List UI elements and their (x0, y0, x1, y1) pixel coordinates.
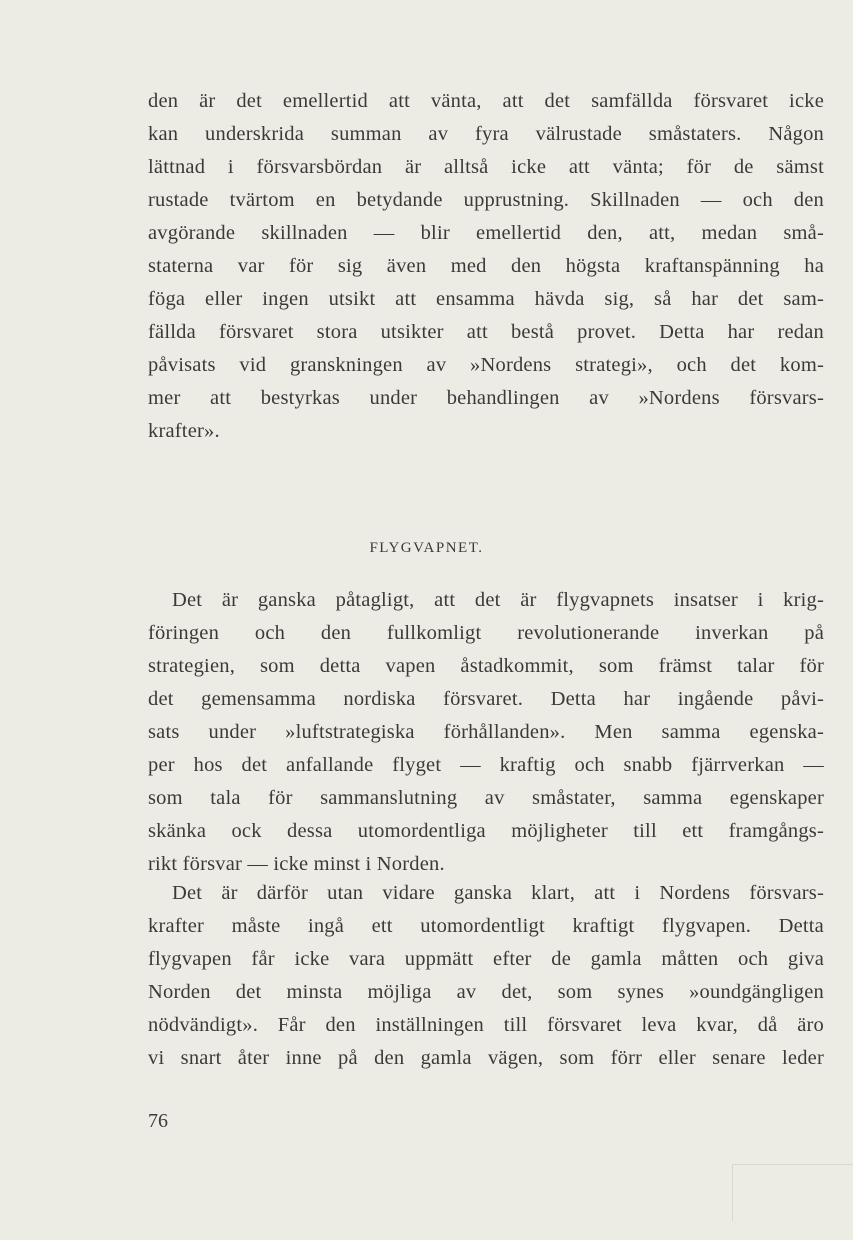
text-line: nödvändigt». Får den inställningen till försvaret leva kvar, då äro (148, 1014, 824, 1036)
page-number: 76 (148, 1110, 168, 1132)
text-line: staterna var för sig även med den högsta kraftanspänning ha (148, 255, 824, 277)
text-line: det gemensamma nordiska försvaret. Detta har ingående påvi- (148, 688, 824, 710)
text-line: vi snart åter inne på den gamla vägen, som förr eller senare leder (148, 1047, 824, 1069)
text-line: föga eller ingen utsikt att ensamma hävda sig, så har det sam- (148, 288, 824, 310)
text-line: Norden det minsta möjliga av det, som synes »oundgängligen (148, 981, 824, 1003)
text-line: mer att bestyrkas under behandlingen av »Nordens försvars- (148, 387, 824, 409)
text-line: krafter måste ingå ett utomordentligt kraftigt flygvapen. Detta (148, 915, 824, 937)
text-line: påvisats vid granskningen av »Nordens strategi», och det kom- (148, 354, 824, 376)
text-line: avgörande skillnaden — blir emellertid den, att, medan små- (148, 222, 824, 244)
text-line: Det är ganska påtagligt, att det är flygvapnets insatser i krig- (172, 589, 824, 611)
text-line: Det är därför utan vidare ganska klart, att i Nordens försvars- (172, 882, 824, 904)
text-line: lättnad i försvarsbördan är alltså icke att vänta; för de sämst (148, 156, 824, 178)
text-line: krafter». (148, 420, 220, 442)
text-line: rustade tvärtom en betydande upprustning. Skillnaden — och den (148, 189, 824, 211)
text-line: fällda försvaret stora utsikter att bestå provet. Detta har redan (148, 321, 824, 343)
text-line: föringen och den fullkomligt revolutionerande inverkan på (148, 622, 824, 644)
text-line: rikt försvar — icke minst i Norden. (148, 853, 445, 875)
paragraph-1 (148, 85, 824, 448)
text-line: sats under »luftstrategiska förhållanden». Men samma egenska- (148, 721, 824, 743)
text-line: kan underskrida summan av fyra välrustade småstaters. Någon (148, 123, 824, 145)
paragraph-2 (148, 584, 824, 881)
section-heading: FLYGVAPNET. (369, 540, 484, 556)
text-line: som tala för sammanslutning av småstater, samma egenskaper (148, 787, 824, 809)
paragraph-3 (148, 877, 824, 1075)
text-line: flygvapen får icke vara uppmätt efter de gamla måtten och giva (148, 948, 824, 970)
text-line: per hos det anfallande flyget — kraftig och snabb fjärrverkan — (148, 754, 824, 776)
text-line: skänka ock dessa utomordentliga möjligheter till ett framgångs- (148, 820, 824, 842)
scan-corner-mark (732, 1164, 853, 1221)
text-line: den är det emellertid att vänta, att det samfällda försvaret icke (148, 90, 824, 112)
text-line: strategien, som detta vapen åstadkommit, som främst talar för (148, 655, 824, 677)
